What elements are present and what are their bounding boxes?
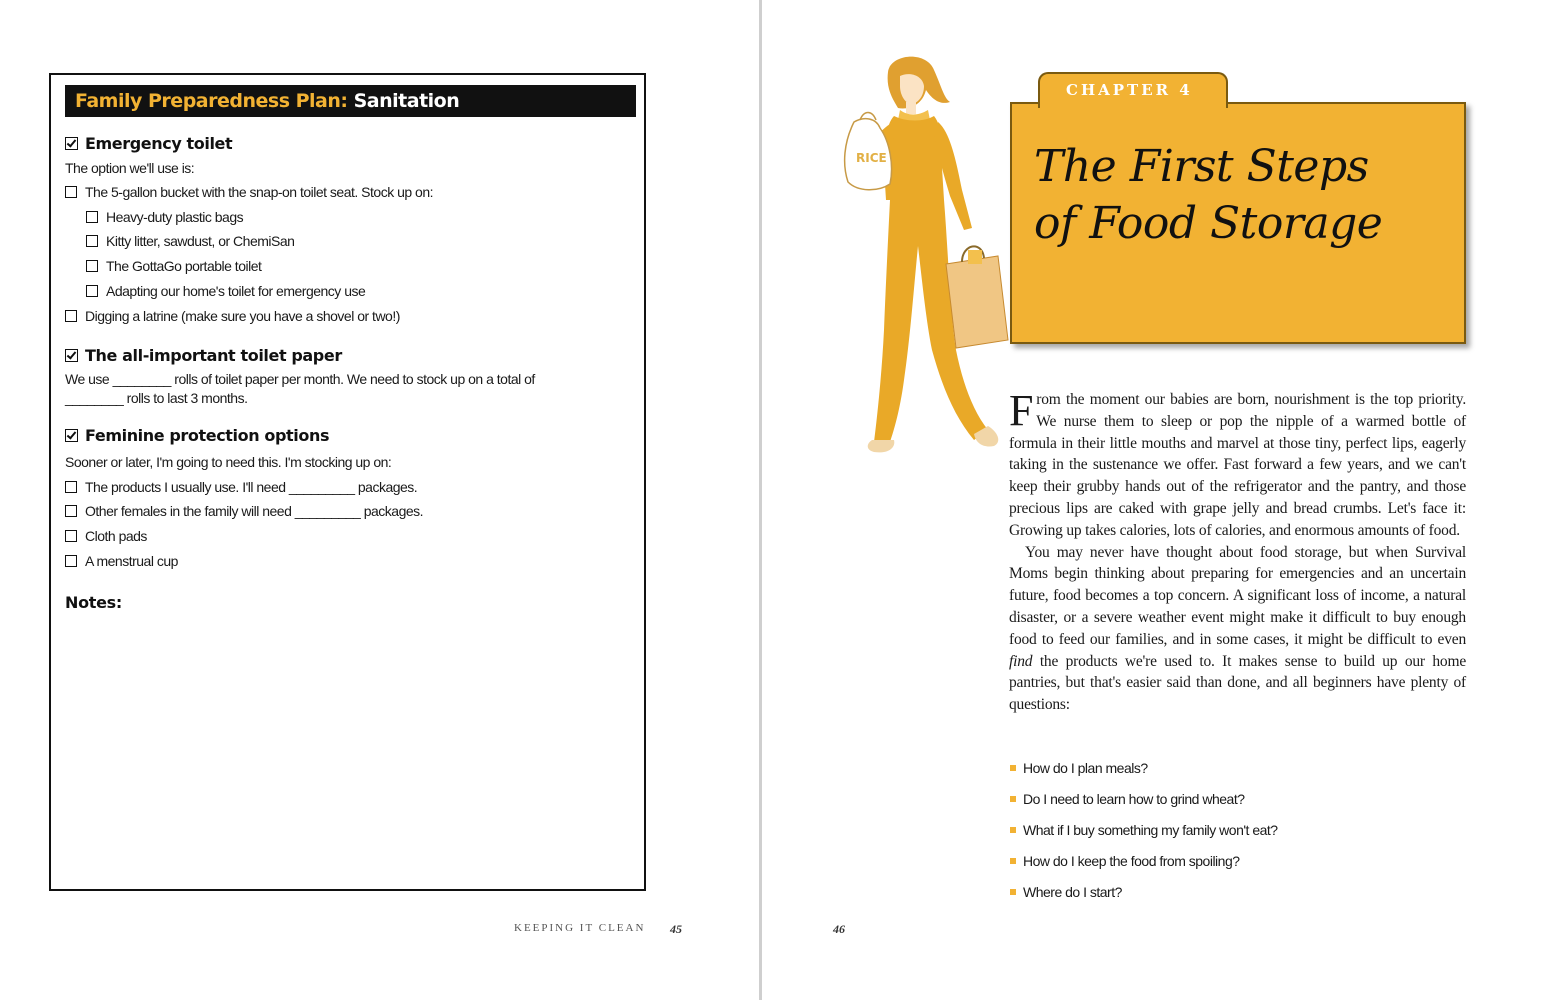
page-number: 45 <box>670 922 682 936</box>
checked-box-icon <box>65 137 78 150</box>
list-item <box>1010 845 1460 876</box>
checkbox-label: The 5-gallon bucket with the snap-on toilet seat. Stock up on: <box>85 184 434 200</box>
checkbox-icon[interactable] <box>65 505 77 517</box>
checkbox-item[interactable] <box>65 479 635 495</box>
preparedness-plan-box <box>49 73 646 891</box>
checkbox-item[interactable] <box>65 233 635 249</box>
plan-title-suffix: Sanitation <box>353 90 460 112</box>
bullet-icon <box>1010 827 1016 833</box>
drop-cap: F <box>1009 386 1034 435</box>
checkbox-icon[interactable] <box>65 310 77 322</box>
paragraph-1 <box>1009 386 1466 542</box>
checkbox-item[interactable] <box>65 503 635 519</box>
bullet-icon <box>1010 765 1016 771</box>
list-item-text: What if I buy something my family won't eat? <box>1023 821 1278 838</box>
list-item-text: Where do I start? <box>1023 883 1122 900</box>
checkbox-item[interactable] <box>65 209 635 225</box>
section-heading: The all-important toilet paper <box>85 346 342 365</box>
plan-content <box>65 131 635 612</box>
notes-label: Notes: <box>65 593 123 612</box>
checkbox-icon[interactable] <box>65 530 77 542</box>
checkbox-label: The GottaGo portable toilet <box>106 258 262 274</box>
page-number: 46 <box>833 922 845 936</box>
checked-box-icon <box>65 429 78 442</box>
checkbox-label: Kitty litter, sawdust, or ChemiSan <box>106 233 295 249</box>
checkbox-item[interactable] <box>65 184 635 200</box>
question-list <box>1010 752 1460 907</box>
checkbox-label: Cloth pads <box>85 528 147 544</box>
checkbox-item[interactable] <box>65 528 635 544</box>
checkbox-item[interactable] <box>65 308 635 324</box>
list-item-text: Do I need to learn how to grind wheat? <box>1023 790 1245 807</box>
paragraph-2-text-a: You may never have thought about food storage, but when Survival Moms begin thinking about preparing for emergencies and an uncertain future, food becomes a top concern. A significant loss of income, a natural disaster, or a severe weather event might make it difficult to buy enough food to feed our families, and in some cases, it might be difficult to even <box>1009 543 1466 648</box>
checkbox-item[interactable] <box>65 258 635 274</box>
chapter-tab-join <box>1040 100 1226 106</box>
toilet-intro: The option we'll use is: <box>65 160 195 176</box>
checkbox-item[interactable] <box>65 283 635 299</box>
plan-header <box>65 85 636 117</box>
woman-shopping-illustration <box>838 50 1018 460</box>
paragraph-2 <box>1009 542 1466 716</box>
section-heading: Feminine protection options <box>85 426 330 445</box>
running-footer: KEEPING IT CLEAN <box>514 922 646 934</box>
section-emergency-toilet <box>65 134 635 153</box>
left-page <box>0 0 760 1000</box>
checked-box-icon <box>65 349 78 362</box>
chapter-title-line-1: The First Steps <box>1034 141 1369 192</box>
list-item <box>1010 752 1460 783</box>
checkbox-label: Adapting our home's toilet for emergency use <box>106 283 366 299</box>
checkbox-icon[interactable] <box>86 260 98 272</box>
checkbox-icon[interactable] <box>86 235 98 247</box>
section-heading: Emergency toilet <box>85 134 233 153</box>
checkbox-icon[interactable] <box>65 481 77 493</box>
section-toilet-paper <box>65 346 635 365</box>
checkbox-icon[interactable] <box>65 186 77 198</box>
list-item-text: How do I keep the food from spoiling? <box>1023 852 1240 869</box>
checkbox-icon[interactable] <box>86 285 98 297</box>
checkbox-item[interactable] <box>65 553 635 569</box>
list-item <box>1010 783 1460 814</box>
toilet-paper-line-1: We use ________ rolls of toilet paper per month. We need to stock up on a total of <box>65 371 535 387</box>
checkbox-label: Other females in the family will need _________ packages. <box>85 503 424 519</box>
checkbox-label: The products I usually use. I'll need _________ packages. <box>85 479 418 495</box>
paragraph-2-emphasis: find <box>1009 652 1033 670</box>
checkbox-icon[interactable] <box>86 211 98 223</box>
list-item-text: How do I plan meals? <box>1023 759 1148 776</box>
bullet-icon <box>1010 889 1016 895</box>
bullet-icon <box>1010 796 1016 802</box>
checkbox-label: A menstrual cup <box>85 553 178 569</box>
list-item <box>1010 876 1460 907</box>
chapter-body-text <box>1009 386 1466 716</box>
rice-label: RICE <box>856 151 887 165</box>
checkbox-label: Heavy-duty plastic bags <box>106 209 244 225</box>
feminine-intro: Sooner or later, I'm going to need this. I'm stocking up on: <box>65 454 392 470</box>
plan-title-prefix: Family Preparedness Plan: <box>75 90 348 112</box>
checkbox-icon[interactable] <box>65 555 77 567</box>
paragraph-2-text-b: the products we're used to. It makes sense to build up our home pantries, but that's easier said than done, and all beginners have plenty of questions: <box>1009 652 1466 714</box>
chapter-label-tab: CHAPTER 4 <box>1038 72 1228 108</box>
paragraph-1-text: rom the moment our babies are born, nourishment is the top priority. We nurse them to sleep or pop the nipple of a warmed bottle of formula in their little mouths and marvel at those tiny, perfect lips, eagerly taking in the sustenance we offer. Fast forward a few years, and we can't keep their grubby hands out of the refrigerator and the pantry, and those precious lips are caked with grape jelly and bread crumbs. Let's face it: Growing up takes calories, lots of calories, and enormous amounts of food. <box>1009 391 1466 539</box>
section-feminine-protection <box>65 426 635 445</box>
toilet-paper-line-2: ________ rolls to last 3 months. <box>65 390 248 406</box>
bullet-icon <box>1010 858 1016 864</box>
chapter-title-line-2: of Food Storage <box>1034 198 1383 249</box>
list-item <box>1010 814 1460 845</box>
checkbox-label: Digging a latrine (make sure you have a shovel or two!) <box>85 308 400 324</box>
chapter-title <box>1034 138 1454 252</box>
